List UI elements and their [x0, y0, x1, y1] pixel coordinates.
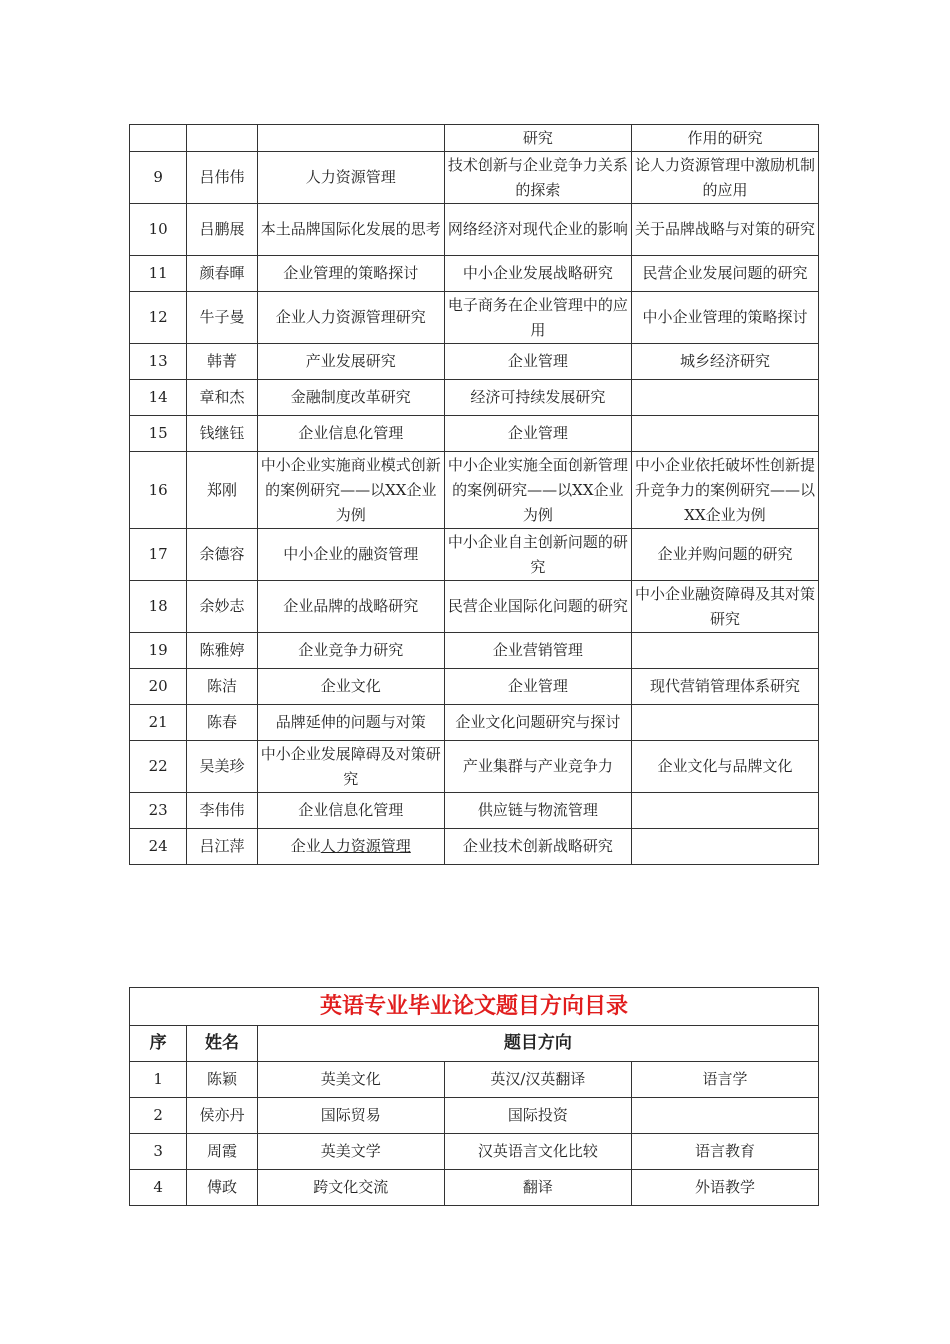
cell-topic-2: 企业技术创新战略研究	[444, 829, 631, 865]
cell-topic-2: 电子商务在企业管理中的应用	[444, 292, 631, 344]
header-topics: 题目方向	[257, 1026, 818, 1062]
table-title-row	[130, 988, 819, 1026]
cell-no: 10	[130, 204, 187, 256]
header-name: 姓名	[187, 1026, 257, 1062]
cell-name: 余妙志	[187, 581, 257, 633]
cell-topic-1: 企业品牌的战略研究	[257, 581, 444, 633]
cell-topic-2: 企业管理	[444, 669, 631, 705]
cell-topic-1: 跨文化交流	[257, 1170, 444, 1206]
cell-topic-2: 国际投资	[444, 1098, 631, 1134]
cell-name: 吕伟伟	[187, 152, 257, 204]
table-row	[130, 529, 819, 581]
table-row	[130, 1098, 819, 1134]
cell-no: 17	[130, 529, 187, 581]
business-topics-table	[129, 124, 819, 865]
cell-name: 陈雅婷	[187, 633, 257, 669]
table-row	[130, 1134, 819, 1170]
cell-name: 吕江萍	[187, 829, 257, 865]
cell-topic-3	[631, 829, 818, 865]
cell-topic-1: 企业管理的策略探讨	[257, 256, 444, 292]
table-row	[130, 1170, 819, 1206]
cell-topic-3: 语言教育	[631, 1134, 818, 1170]
cell-name: 周霞	[187, 1134, 257, 1170]
table-row	[130, 125, 819, 152]
table-title: 英语专业毕业论文题目方向目录	[130, 988, 819, 1026]
cell-topic-2: 企业营销管理	[444, 633, 631, 669]
cell-no: 22	[130, 741, 187, 793]
table-row	[130, 633, 819, 669]
cell-topic-3: 中小企业依托破坏性创新提升竞争力的案例研究——以XX企业为例	[631, 452, 818, 529]
cell-no: 21	[130, 705, 187, 741]
cell-topic-2: 中小企业发展战略研究	[444, 256, 631, 292]
cell-name: 陈洁	[187, 669, 257, 705]
cell-no: 11	[130, 256, 187, 292]
table-row	[130, 581, 819, 633]
cell-topic-3: 民营企业发展问题的研究	[631, 256, 818, 292]
cell-no: 9	[130, 152, 187, 204]
cell-topic-2: 翻译	[444, 1170, 631, 1206]
cell-topic-3: 城乡经济研究	[631, 344, 818, 380]
cell-topic-3: 作用的研究	[631, 125, 818, 152]
cell-name: 余德容	[187, 529, 257, 581]
table-row	[130, 669, 819, 705]
cell-no: 1	[130, 1062, 187, 1098]
cell-no: 15	[130, 416, 187, 452]
english-topics-table	[129, 987, 819, 1206]
cell-name: 侯亦丹	[187, 1098, 257, 1134]
cell-no: 3	[130, 1134, 187, 1170]
cell-topic-2: 中小企业实施全面创新管理的案例研究——以XX企业为例	[444, 452, 631, 529]
cell-topic-1: 企业信息化管理	[257, 416, 444, 452]
header-no: 序	[130, 1026, 187, 1062]
cell-topic-2: 民营企业国际化问题的研究	[444, 581, 631, 633]
cell-no: 2	[130, 1098, 187, 1134]
cell-topic-1: 中小企业实施商业模式创新的案例研究——以XX企业为例	[257, 452, 444, 529]
cell-name: 吕鹏展	[187, 204, 257, 256]
cell-topic-1: 人力资源管理	[257, 152, 444, 204]
cell-no: 14	[130, 380, 187, 416]
cell-topic-1: 品牌延伸的问题与对策	[257, 705, 444, 741]
cell-topic-3: 企业并购问题的研究	[631, 529, 818, 581]
cell-name: 颜春暉	[187, 256, 257, 292]
cell-topic-1: 产业发展研究	[257, 344, 444, 380]
topic-text: 企业	[290, 837, 321, 855]
table-header-row	[130, 1026, 819, 1062]
cell-name: 陈颖	[187, 1062, 257, 1098]
cell-topic-3: 中小企业管理的策略探讨	[631, 292, 818, 344]
cell-topic-2: 研究	[444, 125, 631, 152]
cell-name	[187, 125, 257, 152]
cell-name: 钱继钰	[187, 416, 257, 452]
cell-topic-3	[631, 633, 818, 669]
table-row	[130, 452, 819, 529]
cell-no: 18	[130, 581, 187, 633]
cell-no: 24	[130, 829, 187, 865]
table-row	[130, 256, 819, 292]
cell-topic-3	[631, 416, 818, 452]
cell-topic-2: 企业文化问题研究与探讨	[444, 705, 631, 741]
table-row	[130, 204, 819, 256]
cell-name: 吴美珍	[187, 741, 257, 793]
cell-topic-3: 论人力资源管理中激励机制的应用	[631, 152, 818, 204]
cell-topic-2: 技术创新与企业竞争力关系的探索	[444, 152, 631, 204]
cell-name: 章和杰	[187, 380, 257, 416]
cell-topic-1	[257, 125, 444, 152]
cell-topic-2: 产业集群与产业竞争力	[444, 741, 631, 793]
cell-topic-2: 供应链与物流管理	[444, 793, 631, 829]
cell-topic-1: 金融制度改革研究	[257, 380, 444, 416]
cell-topic-1: 企业文化	[257, 669, 444, 705]
cell-topic-1: 中小企业的融资管理	[257, 529, 444, 581]
cell-name: 郑刚	[187, 452, 257, 529]
cell-no: 13	[130, 344, 187, 380]
cell-topic-3: 外语教学	[631, 1170, 818, 1206]
cell-topic-2: 英汉/汉英翻译	[444, 1062, 631, 1098]
cell-topic-3: 语言学	[631, 1062, 818, 1098]
cell-no: 23	[130, 793, 187, 829]
cell-topic-2: 汉英语言文化比较	[444, 1134, 631, 1170]
cell-topic-1: 本土品牌国际化发展的思考	[257, 204, 444, 256]
cell-topic-3	[631, 1098, 818, 1134]
cell-topic-3: 中小企业融资障碍及其对策研究	[631, 581, 818, 633]
cell-topic-1: 英美文学	[257, 1134, 444, 1170]
table-row	[130, 152, 819, 204]
cell-no: 4	[130, 1170, 187, 1206]
cell-name: 牛子曼	[187, 292, 257, 344]
cell-no: 19	[130, 633, 187, 669]
cell-no: 12	[130, 292, 187, 344]
table-row	[130, 741, 819, 793]
cell-topic-2: 中小企业自主创新问题的研究	[444, 529, 631, 581]
cell-topic-2: 网络经济对现代企业的影响	[444, 204, 631, 256]
cell-topic-3	[631, 793, 818, 829]
table-row	[130, 416, 819, 452]
cell-topic-1: 企业竞争力研究	[257, 633, 444, 669]
cell-no	[130, 125, 187, 152]
cell-name: 陈春	[187, 705, 257, 741]
underlined-topic-text: 人力资源管理	[320, 837, 411, 855]
cell-no: 20	[130, 669, 187, 705]
cell-topic-1: 企业人力资源管理研究	[257, 292, 444, 344]
cell-name: 李伟伟	[187, 793, 257, 829]
cell-topic-1: 国际贸易	[257, 1098, 444, 1134]
cell-name: 韩菁	[187, 344, 257, 380]
cell-topic-2: 企业管理	[444, 416, 631, 452]
cell-topic-3: 关于品牌战略与对策的研究	[631, 204, 818, 256]
cell-topic-3: 现代营销管理体系研究	[631, 669, 818, 705]
cell-topic-3: 企业文化与品牌文化	[631, 741, 818, 793]
cell-topic-3	[631, 380, 818, 416]
table-row	[130, 344, 819, 380]
cell-name: 傅政	[187, 1170, 257, 1206]
cell-topic-2: 企业管理	[444, 344, 631, 380]
cell-no: 16	[130, 452, 187, 529]
table-row	[130, 292, 819, 344]
table-row	[130, 1062, 819, 1098]
cell-topic-2: 经济可持续发展研究	[444, 380, 631, 416]
table-row	[130, 829, 819, 865]
table-row	[130, 705, 819, 741]
cell-topic-1: 企业信息化管理	[257, 793, 444, 829]
table-row	[130, 380, 819, 416]
cell-topic-1	[257, 829, 444, 865]
cell-topic-1: 中小企业发展障碍及对策研究	[257, 741, 444, 793]
table-row	[130, 793, 819, 829]
cell-topic-1: 英美文化	[257, 1062, 444, 1098]
cell-topic-3	[631, 705, 818, 741]
